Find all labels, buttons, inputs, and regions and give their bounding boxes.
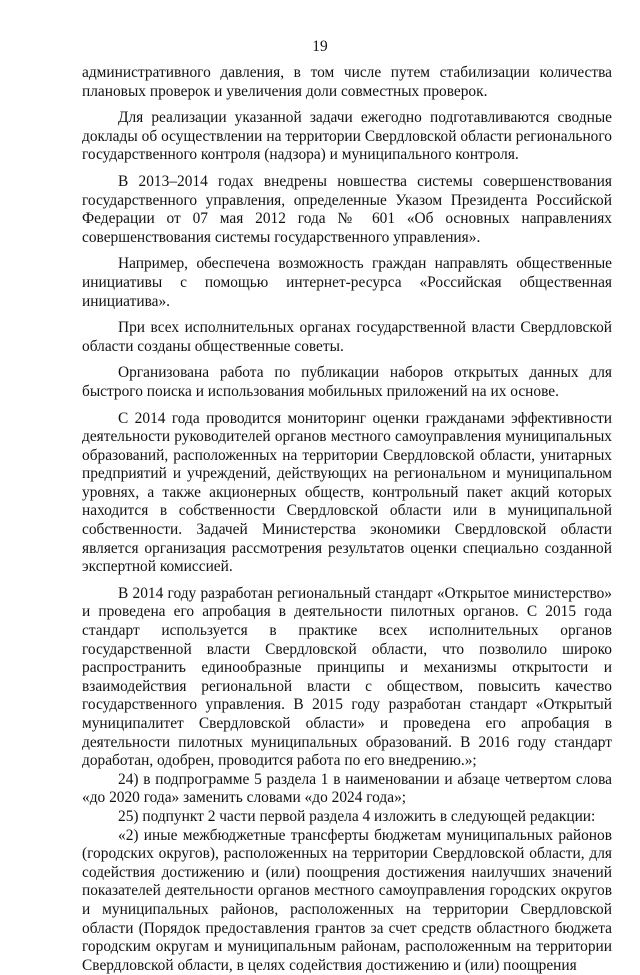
paragraph: При всех исполнительных органах государственной власти Свердловской области созданы общественные советы. bbox=[82, 319, 612, 355]
paragraph: Организована работа по публикации наборов открытых данных для быстрого поиска и использования мобильных приложений на их основе. bbox=[82, 364, 612, 400]
paragraph: В 2014 году разработан региональный стандарт «Открытое министерство» и проведена его апробация в деятельности пилотных органов. С 2015 года стандарт используется в практике всех исполнительных органов государственной власти Свердловской области, что позволило широко распространить единообразные принципы и механизмы открытости и взаимодействия региональной власти с обществом, повысить качество государственного управления. В 2015 году разработан стандарт «Открытый муниципалитет Свердловской области» и проведена его апробация в деятельности пилотных муниципальных образований. В 2016 году стандарт доработан, одобрен, проводится работа по его внедрению.»; bbox=[82, 584, 612, 770]
page-body bbox=[82, 64, 612, 975]
paragraph: 24) в подпрограмме 5 раздела 1 в наименовании и абзаце четвертом слова «до 2020 года» заменить словами «до 2024 года»; bbox=[82, 770, 612, 807]
paragraph: В 2013–2014 годах внедрены новшества системы совершенствования государственного управления, определенные Указом Президента Российской Федерации от 07 мая 2012 года № 601 «Об основных направлениях совершенствования системы государственного управления». bbox=[82, 172, 612, 246]
paragraph: Например, обеспечена возможность граждан направлять общественные инициативы с помощью интернет-ресурса «Российская общественная инициатива». bbox=[82, 255, 612, 310]
paragraph: 25) подпункт 2 части первой раздела 4 изложить в следующей редакции: bbox=[118, 807, 596, 825]
page-number: 19 bbox=[312, 38, 328, 55]
paragraph: административного давления, в том числе путем стабилизации количества плановых проверок и увеличения доли совместных проверок. bbox=[82, 64, 612, 100]
paragraph: С 2014 года проводится мониторинг оценки гражданами эффективности деятельности руководителей органов местного самоуправления муниципальных образований, расположенных на территории Свердловской области, унитарных предприятий и учреждений, действующих на региональном и муниципальном уровнях, а также акционерных обществ, контрольный пакет акций которых находится в собственности Свердловской области или в муниципальной собственности. Задачей Министерства экономики Свердловской области является организация рассмотрения результатов оценки специально созданной экспертной комиссией. bbox=[82, 409, 612, 576]
paragraph: Для реализации указанной задачи ежегодно подготавливаются сводные доклады об осуществлении на территории Свердловской области регионального государственного контроля (надзора) и муниципального контроля. bbox=[82, 109, 612, 164]
paragraph: «2) иные межбюджетные трансферты бюджетам муниципальных районов (городских округов), расположенных на территории Свердловской области, для содействия достижению и (или) поощрения достижения наилучших значений показателей деятельности органов местного самоуправления городских округов и муниципальных районов, расположенных на территории Свердловской области (Порядок предоставления грантов за счет средств областного бюджета городским округам и муниципальным районам, расположенным на территории Свердловской области, в целях содействия достижению и (или) поощрения bbox=[82, 826, 612, 974]
